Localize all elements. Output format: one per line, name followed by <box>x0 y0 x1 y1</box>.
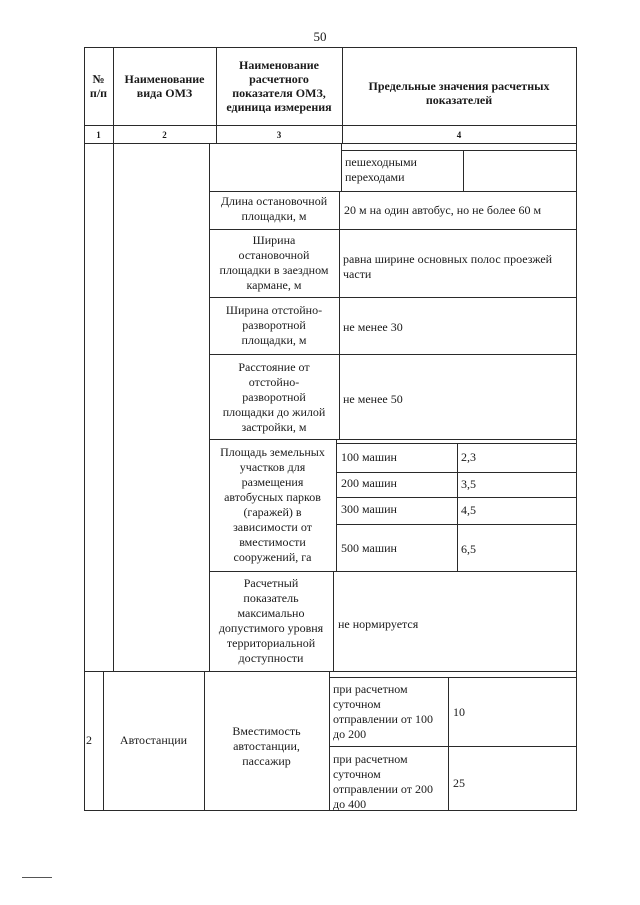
footer-rule <box>22 877 52 878</box>
cell-value: 20 м на один автобус, но не более 60 м <box>344 203 542 217</box>
column-number-1: 1 <box>96 130 101 140</box>
cell-indicator: Расчетный показатель максимально допустимого уровня территориальной доступности <box>218 576 324 665</box>
cell-indicator: Расстояние от отстойно- разворотной площадки до жилой застройки, м <box>222 360 326 434</box>
cell-value: не нормируется <box>338 617 419 631</box>
cell-value: равна ширине основных полос проезжей части <box>343 252 553 281</box>
cell-value: пешеходными переходами <box>345 155 417 184</box>
sub-value: 4,5 <box>461 503 476 517</box>
cell-indicator: Вместимость автостанции, пассажир <box>232 724 301 768</box>
sub-label: при расчетном суточном отправлении от 100 до 200 <box>333 682 434 741</box>
sub-value: 25 <box>453 776 465 790</box>
cell-indicator: Ширина остановочной площадки в заездном кармане, м <box>219 233 329 292</box>
header-limit-values: Предельные значения расчетных показателей <box>368 79 550 107</box>
column-number-3: 3 <box>276 130 282 140</box>
cell-value: не менее 50 <box>343 392 403 406</box>
cell-value: не менее 30 <box>343 320 403 334</box>
column-number-4: 4 <box>456 130 462 140</box>
cell-indicator: Длина остановочной площадки, м <box>220 194 328 223</box>
omz-type: Автостанции <box>119 733 188 747</box>
header-omz-type: Наименование вида ОМЗ <box>124 72 205 100</box>
page-number: 50 <box>313 29 327 44</box>
sub-label: 100 машин <box>341 450 397 464</box>
sub-value: 6,5 <box>461 542 476 556</box>
sub-label: при расчетном суточном отправлении от 200 до 400 <box>333 752 434 811</box>
sub-label: 300 машин <box>341 502 397 516</box>
sub-value: 10 <box>453 705 465 719</box>
cell-indicator: Площадь земельных участков для размещения автобусных парков (гаражей) в зависимости от вместимости сооружений, га <box>220 445 325 564</box>
sub-label: 500 машин <box>341 541 397 555</box>
sub-label: 200 машин <box>341 476 397 490</box>
sub-value: 2,3 <box>461 450 476 464</box>
sub-value: 3,5 <box>461 477 476 491</box>
row-number: 2 <box>86 733 92 747</box>
cell-indicator: Ширина отстойно- разворотной площадки, м <box>225 303 323 347</box>
column-number-2: 2 <box>162 130 167 140</box>
header-number: № п/п <box>89 72 108 100</box>
header-indicator: Наименование расчетного показателя ОМЗ, единица измерения <box>226 58 332 114</box>
